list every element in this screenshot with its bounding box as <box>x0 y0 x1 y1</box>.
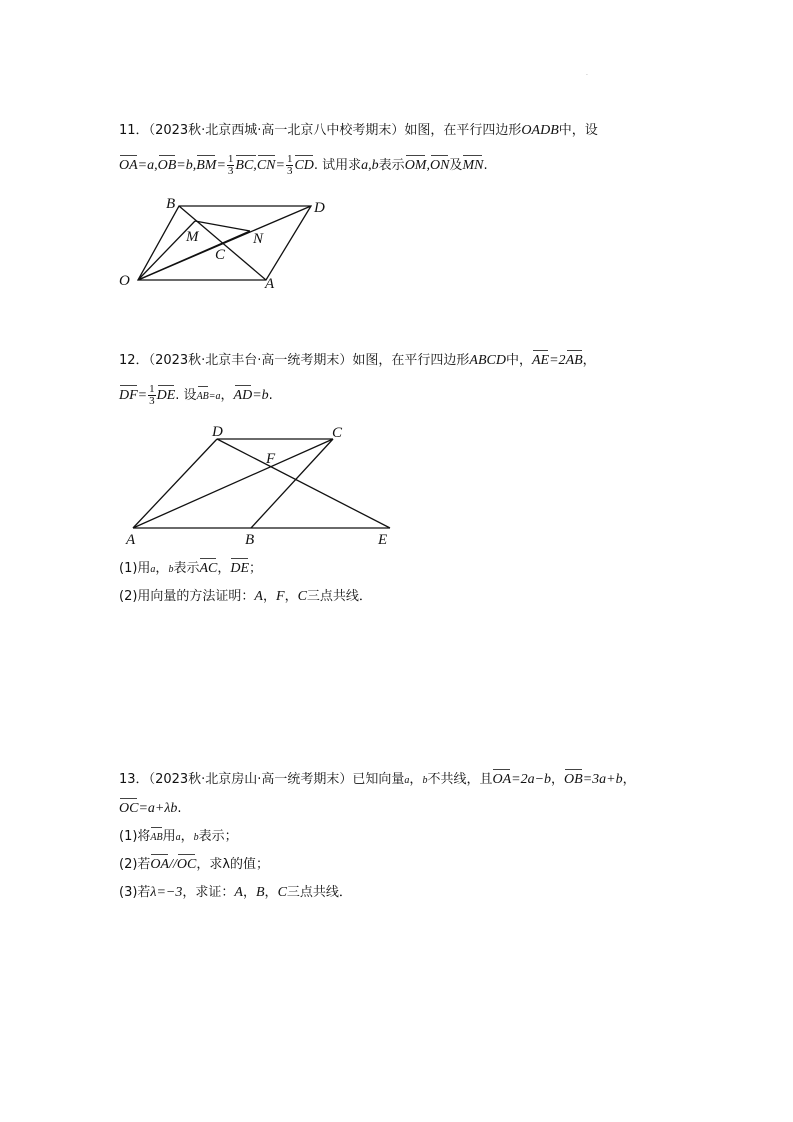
lambda-value: λ=−3 <box>150 885 183 900</box>
label-d: D <box>212 424 223 440</box>
vec-oc: OC <box>119 801 139 816</box>
q12-ae-eq: =2 <box>549 353 566 368</box>
q12-eq-b: =b <box>252 388 269 403</box>
q13-part2 <box>119 856 269 874</box>
var-a: a <box>175 832 181 843</box>
q13-part3-end: 三点共线． <box>286 885 352 900</box>
q13-part3-prefix: (3)若 <box>119 885 151 900</box>
q11-line1: 11．（2023秋·北京西城·高一北京八中校考期末）如图，在平行四边形OADB中，设 <box>119 123 598 138</box>
vec-bm: BM <box>196 158 217 173</box>
q12-part2-s1: ， <box>262 589 276 604</box>
q13-ob-eq: =3a+b <box>582 772 623 787</box>
side-cb <box>251 439 333 528</box>
label-n: N <box>253 231 264 247</box>
parallel-symbol: // <box>169 857 177 872</box>
q13-sep: ， <box>409 772 423 787</box>
q11-intro-end: 中，设 <box>558 123 598 138</box>
q12-part2-end: 三点共线． <box>306 589 372 604</box>
vec-om: OM <box>404 158 427 173</box>
q13-part2-prefix: (2)若 <box>119 857 151 872</box>
q11-eq-a: =a, <box>137 158 158 173</box>
q12-intro-end: 中， <box>505 353 532 368</box>
vec-cn: CN <box>256 158 276 173</box>
point-a: A <box>254 589 263 604</box>
vec-de-2: DE <box>230 561 250 576</box>
q12-source: （2023秋·北京丰台·高一统考期末）如图，在平行四边形 <box>148 353 470 368</box>
q12-eq-a: =a <box>208 391 221 402</box>
q13-end1: ， <box>622 772 636 787</box>
var-b: b <box>422 775 428 786</box>
q13-oc-eq: =a+λb <box>138 801 178 816</box>
q12-part1-prefix: (1)用 <box>119 561 151 576</box>
fraction-one-third-a: $\frac{1}{3}$ <box>227 153 234 177</box>
q13-part1-text: 用 <box>162 829 176 844</box>
label-m: M <box>186 229 199 245</box>
q11-eq1: = <box>216 158 226 173</box>
label-o: O <box>119 273 130 289</box>
q13-line2-end: . <box>177 801 182 816</box>
q13-sep2: ， <box>551 772 565 787</box>
q12-part2-s2: ， <box>284 589 298 604</box>
q12-part2-text: (2)用向量的方法证明： <box>119 589 255 604</box>
q13-number: 13 <box>119 772 136 787</box>
vec-ob: OB <box>157 158 177 173</box>
label-a: A <box>265 276 275 292</box>
q11-text2: 表示 <box>378 158 405 173</box>
vec-oa: OA <box>119 158 138 173</box>
q12-eq: = <box>137 388 148 403</box>
q12-number: 12 <box>119 353 136 368</box>
point-b: B <box>255 885 265 900</box>
label-a: A <box>126 532 136 548</box>
vec-cd: CD <box>294 158 314 173</box>
q11-source: （2023秋·北京西城·高一北京八中校考期末）如图，在平行四边形 <box>148 123 522 138</box>
q13-source: （2023秋·北京房山·高一统考期末）已知向量 <box>148 772 405 787</box>
q13-line2 <box>119 800 182 818</box>
q13-part1-prefix: (1)将 <box>119 829 151 844</box>
vec-ad: AD <box>233 388 253 403</box>
vec-de: DE <box>156 388 176 403</box>
fraction-one-third-c: $\frac{1}{3}$ <box>149 383 155 407</box>
label-e: E <box>378 532 388 548</box>
var-b: b <box>168 564 174 575</box>
q12-part1 <box>119 560 262 579</box>
q12-end: . <box>268 388 273 403</box>
q12-part2 <box>119 588 372 606</box>
q13-oa-eq: =2a−b <box>511 772 552 787</box>
q13-part1-end: 表示； <box>198 829 238 844</box>
label-c: C <box>332 425 343 441</box>
vec-ob: OB <box>564 772 583 787</box>
label-d: D <box>314 200 325 216</box>
vec-ae: AE <box>532 353 550 368</box>
point-a: A <box>234 885 243 900</box>
q12-shape: ABCD <box>469 353 506 368</box>
vec-oc-2: OC <box>176 857 197 872</box>
label-c: C <box>215 247 226 263</box>
q11-eq-b: =b, <box>176 158 197 173</box>
point-c: C <box>277 885 287 900</box>
vec-bc: BC, <box>235 158 257 173</box>
q11-end: . <box>483 158 488 173</box>
label-b: B <box>245 532 255 548</box>
point-f: F <box>276 589 285 604</box>
q13-part2-end: ，求λ的值； <box>196 857 270 872</box>
q12-ae-end: ， <box>582 353 596 368</box>
q13-text1: 不共线，且 <box>427 772 493 787</box>
q12-sep: ， <box>220 388 234 403</box>
vec-on: ON <box>429 158 450 173</box>
q13-line1: 13．（2023秋·北京房山·高一统考期末）已知向量a，b不共线，且OA=2a−b，OB=3a+b， <box>119 772 636 787</box>
point-c: C <box>297 589 307 604</box>
q13-part3-s2: ， <box>264 885 278 900</box>
fraction-one-third-b: $\frac{1}{3}$ <box>286 153 293 177</box>
q11-text1: . 试用求 <box>313 158 362 173</box>
q11-shape: OADB <box>521 123 559 138</box>
q13-part3-s1: ， <box>242 885 256 900</box>
vec-oa-2: OA <box>150 857 170 872</box>
vec-mn: MN <box>462 158 484 173</box>
q12-part1-text: 表示 <box>173 561 200 576</box>
side-ad <box>133 439 217 528</box>
var-b: b <box>193 832 199 843</box>
vec-ab: AB <box>565 353 583 368</box>
vec-ac: AC <box>199 561 218 576</box>
q13-part3-text: ，求证： <box>182 885 235 900</box>
q11-number: 11 <box>119 123 136 138</box>
corner-dot: . <box>586 70 588 77</box>
q13-part3 <box>119 884 352 902</box>
label-b: B <box>166 196 176 212</box>
q11-eq2: = <box>275 158 285 173</box>
vec-df: DF <box>119 388 138 403</box>
q12-part1-sep2: ， <box>217 561 231 576</box>
q11-ab-vars: a,b <box>361 158 379 173</box>
var-a: a <box>150 564 156 575</box>
q12-text1: . 设 <box>175 388 197 403</box>
label-f: F <box>266 451 276 467</box>
q11-comma: , <box>426 158 430 173</box>
q13-part1-sep: ， <box>180 829 194 844</box>
vec-oa: OA <box>492 772 512 787</box>
q11-text3: 及 <box>449 158 463 173</box>
vec-ab-2: AB <box>197 388 209 406</box>
q13-part1 <box>119 828 238 847</box>
q12-part1-sep1: ， <box>155 561 169 576</box>
vec-ab: AB <box>150 829 162 847</box>
var-a: a <box>404 775 410 786</box>
q12-line1: 12．（2023秋·北京丰台·高一统考期末）如图，在平行四边形ABCD中，AE=2AB， <box>119 353 596 368</box>
q12-part1-end: ； <box>249 561 263 576</box>
